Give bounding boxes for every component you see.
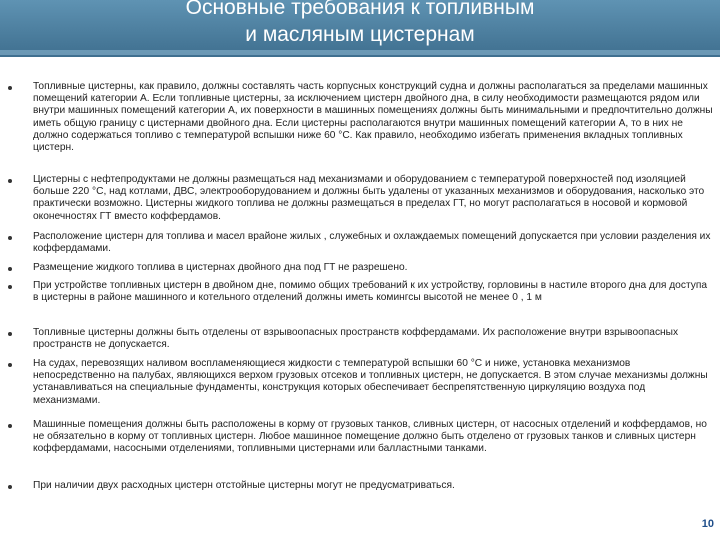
bullet-paragraph-8: Машинные помещения должны быть расположены в корму от грузовых танков, сливных цистерн, от насосных отделений и коффердамов, но не обязательно в корму от топливных цистерн. Любое машинное помещение должно быть отделено от грузовых танков и сливных цистерн коффердамами, насосными отделениями, топливными цистернами или балластными танками. xyxy=(33,419,707,455)
bullet-paragraph-2: Цистерны с нефтепродуктами не должны размещаться над механизмами и оборудованием с температурой поверхностей под изоляцией больше 220 °С, над котлами, ДВС, электрооборудованием и должны быть удалены от указанных механизмов и оборудования, насколько это практически возможно. Цистерны жидкого топлива не должны размещаться в пределах ГТ, но могут располагаться в носовой и кормовой оконечностях ГТ вместо коффердамов. xyxy=(33,174,705,222)
slide-title-line-1: Основные требования к топливным xyxy=(185,0,535,19)
page-number: 10 xyxy=(701,518,714,530)
bullet-dot xyxy=(8,424,12,428)
bullet-dot xyxy=(8,363,12,367)
bullet-list xyxy=(33,81,715,492)
slide-title xyxy=(0,0,720,48)
bullet-dot xyxy=(8,332,12,336)
bullet-dot xyxy=(8,179,12,183)
bullet-dot xyxy=(8,485,12,489)
bullet-paragraph-3: Расположение цистерн для топлива и масел врайоне жилых , служебных и охлаждаемых помещений допускается при условии разделения их коффердамами. xyxy=(33,231,711,255)
bullet-dot xyxy=(8,267,12,271)
bullet-paragraph-7: На судах, перевозящих наливом воспламеняющиеся жидкости с температурой вспышки 60 °С и ниже, установка механизмов непосредственно на палубах, являющихся верхом грузовых отсеков и топливных цистерн, не допускается. В этом случае механизмы должны устанавливаться на специальные фундаменты, конструкция которых обеспечивает беспрепятственную циркуляцию воздуха под механизмами. xyxy=(33,358,708,406)
bullet-dot xyxy=(8,86,12,90)
bullet-paragraph-6: Топливные цистерны должны быть отделены от взрывоопасных пространств коффердамами. Их расположение внутри взрывоопасных пространств не допускается. xyxy=(33,327,679,351)
slide-header xyxy=(0,0,720,57)
bullet-paragraph-9: При наличии двух расходных цистерн отстойные цистерны могут не предусматриваться. xyxy=(33,480,455,491)
slide-title-line-2: и масляным цистернам xyxy=(245,23,475,46)
bullet-dot xyxy=(8,236,12,240)
bullet-dot xyxy=(8,285,12,289)
bullet-paragraph-5: При устройстве топливных цистерн в двойном дне, помимо общих требований к их устройству, горловины в настиле второго дна для доступа в цистерны в районе машинного и котельного отделений должны иметь комингсы высотой не менее 0 , 1 м xyxy=(33,280,707,304)
bullet-paragraph-4: Размещение жидкого топлива в цистернах двойного дна под ГТ не разрешено. xyxy=(33,262,408,273)
bullet-paragraph-1: Топливные цистерны, как правило, должны составлять часть корпусных конструкций судна и должны располагаться за пределами машинных помещений категории А. Если топливные цистерны, за исключением цистерн двойного дна, в силу необходимости размещаются рядом или внутри машинных помещений категории А, их поверхности в машинных помещениях должны быть минимальными и предпочтительно должны иметь общую границу с цистернами двойного дна. Если цистерны располагаются внутри машинных помещений категории А, то в них не должно содержаться топливо с температурой вспышки ниже 60 °С. Как правило, необходимо избегать применения вкладных топливных цистерн. xyxy=(33,81,713,154)
header-stripe xyxy=(0,50,720,55)
